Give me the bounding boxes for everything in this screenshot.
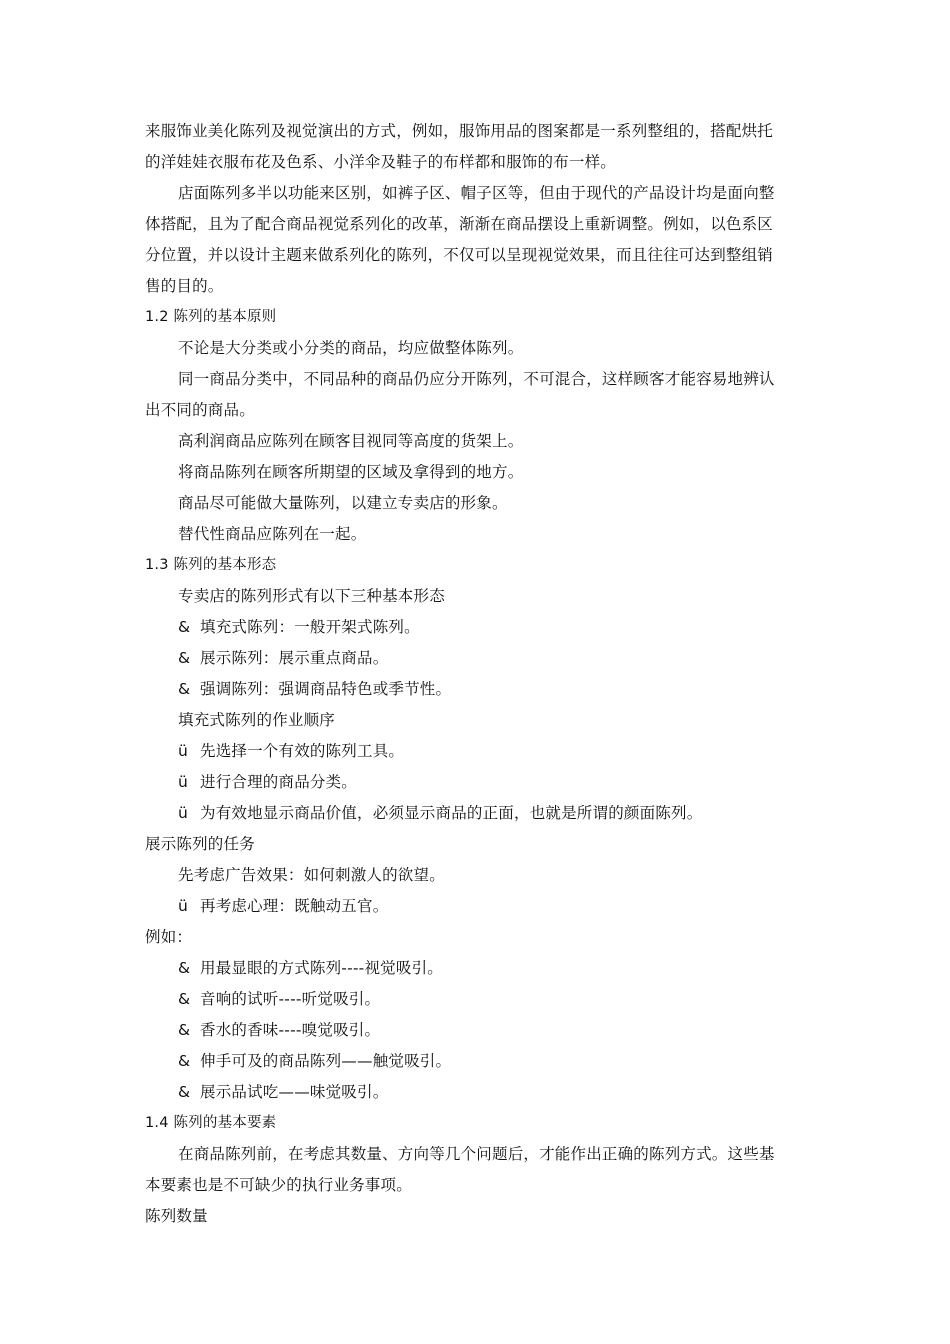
section-heading: 1.3 陈列的基本形态 <box>145 557 277 573</box>
section-heading: 1.2 陈列的基本原则 <box>145 309 277 325</box>
paragraph-line: 出不同的商品。 <box>145 401 255 419</box>
ampersand-bullet-icon: & <box>178 1021 191 1039</box>
ampersand-bullet-icon: & <box>178 680 191 698</box>
list-item: & 填充式陈列：一般开架式陈列。 <box>178 618 420 636</box>
paragraph-line: 本要素也是不可缺少的执行业务事项。 <box>145 1176 412 1194</box>
paragraph-line: 体搭配，且为了配合商品视觉系列化的改革，渐渐在商品摆设上重新调整。例如，以色系区 <box>145 215 774 233</box>
paragraph-line: 店面陈列多半以功能来区别，如裤子区、帽子区等，但由于现代的产品设计均是面向整 <box>178 184 775 202</box>
list-item: & 伸手可及的商品陈列——触觉吸引。 <box>178 1052 452 1070</box>
paragraph-line: 填充式陈列的作业顺序 <box>178 711 336 729</box>
paragraph-line: 同一商品分类中，不同品种的商品仍应分开陈列，不可混合，这样顾客才能容易地辨认 <box>178 370 775 388</box>
paragraph-line: 分位置，并以设计主题来做系列化的陈列，不仅可以呈现视觉效果，而且往往可达到整组销 <box>145 246 774 264</box>
list-item: & 音响的试听----听觉吸引。 <box>178 990 381 1008</box>
list-item: & 香水的香味----嗅觉吸引。 <box>178 1021 381 1039</box>
list-item: & 用最显眼的方式陈列----视觉吸引。 <box>178 959 443 977</box>
ampersand-bullet-icon: & <box>178 1052 191 1070</box>
ampersand-bullet-icon: & <box>178 959 191 977</box>
paragraph-line: 专卖店的陈列形式有以下三种基本形态 <box>178 587 445 605</box>
list-item: ü 先选择一个有效的陈列工具。 <box>178 742 405 760</box>
paragraph-line: 展示陈列的任务 <box>145 835 255 853</box>
paragraph-line: 不论是大分类或小分类的商品，均应做整体陈列。 <box>178 339 524 357</box>
paragraph-line: 替代性商品应陈列在一起。 <box>178 525 367 543</box>
paragraph-line: 售的目的。 <box>145 277 224 295</box>
paragraph-line: 高利润商品应陈列在顾客目视同等高度的货架上。 <box>178 432 524 450</box>
paragraph-line: 在商品陈列前，在考虑其数量、方向等几个问题后，才能作出正确的陈列方式。这些基 <box>178 1145 775 1163</box>
list-item: ü 进行合理的商品分类。 <box>178 773 358 791</box>
paragraph-line: 来服饰业美化陈列及视觉演出的方式，例如，服饰用品的图案都是一系列整组的，搭配烘托 <box>145 122 774 140</box>
paragraph-line: 将商品陈列在顾客所期望的区域及拿得到的地方。 <box>178 463 524 481</box>
check-bullet-icon: ü <box>178 804 189 822</box>
ampersand-bullet-icon: & <box>178 649 191 667</box>
list-item: & 强调陈列：强调商品特色或季节性。 <box>178 680 452 698</box>
check-bullet-icon: ü <box>178 773 189 791</box>
list-item: & 展示品试吃——味觉吸引。 <box>178 1083 389 1101</box>
paragraph-line: 例如： <box>145 928 193 946</box>
paragraph-line: 商品尽可能做大量陈列，以建立专卖店的形象。 <box>178 494 508 512</box>
paragraph-line: 先考虑广告效果：如何刺激人的欲望。 <box>178 866 445 884</box>
list-item: ü 为有效地显示商品价值，必须显示商品的正面，也就是所谓的颜面陈列。 <box>178 804 703 822</box>
check-bullet-icon: ü <box>178 742 189 760</box>
list-item: & 展示陈列：展示重点商品。 <box>178 649 389 667</box>
check-bullet-icon: ü <box>178 897 189 915</box>
section-heading: 1.4 陈列的基本要素 <box>145 1115 277 1131</box>
ampersand-bullet-icon: & <box>178 1083 191 1101</box>
list-item: ü 再考虑心理：既触动五官。 <box>178 897 389 915</box>
ampersand-bullet-icon: & <box>178 990 191 1008</box>
paragraph-line: 的洋娃娃衣服布花及色系、小洋伞及鞋子的布样都和服饰的布一样。 <box>145 153 617 171</box>
ampersand-bullet-icon: & <box>178 618 191 636</box>
paragraph-line: 陈列数量 <box>145 1207 208 1225</box>
